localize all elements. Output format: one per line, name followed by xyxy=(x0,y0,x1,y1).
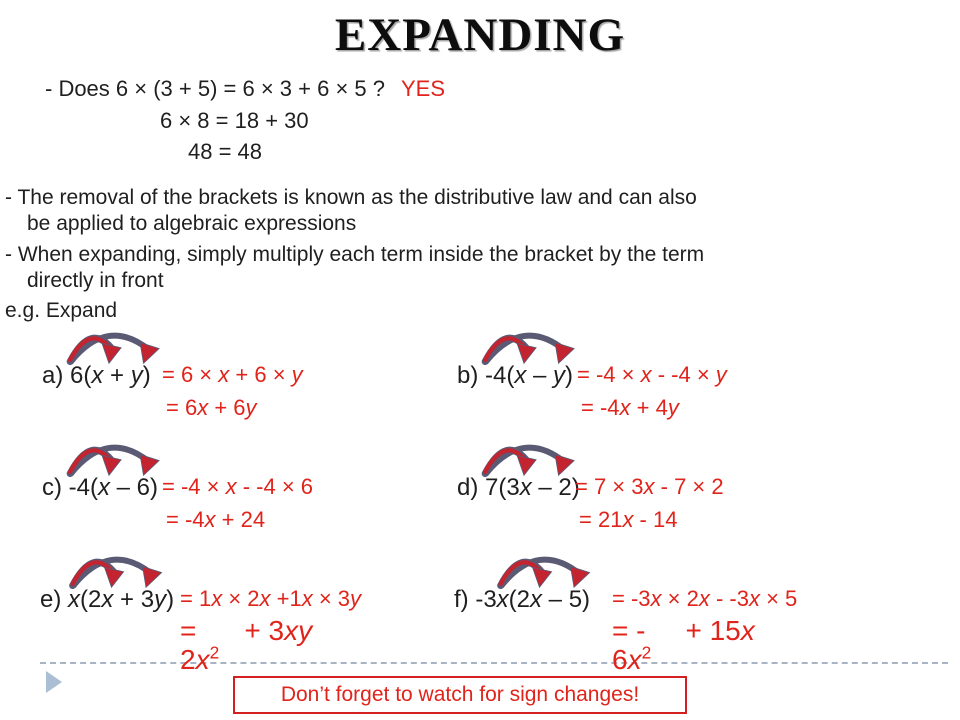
example-expression: f) -3x(2x – 5) xyxy=(454,586,591,613)
example-expression: b) -4(x – y) xyxy=(457,362,574,389)
example-step-2: = 21x - 14 xyxy=(579,507,678,532)
reminder-text: Don’t forget to watch for sign changes! xyxy=(280,683,640,706)
example-f xyxy=(454,586,798,675)
example-step-1: = 1x × 2x +1x × 3y xyxy=(180,586,362,611)
intro-step-1: 6 × 8 = 18 + 30 xyxy=(160,108,309,133)
note-line-1: - The removal of the brackets is known as the distributive law and can also xyxy=(5,186,697,209)
example-step-2 xyxy=(612,615,755,647)
example-expression: d) 7(3x – 2) xyxy=(457,474,580,501)
example-e xyxy=(40,586,362,675)
note-line-3: - When expanding, simply multiply each term inside the bracket by the term xyxy=(5,243,705,266)
intro-question-text: - Does 6 × (3 + 5) = 6 × 3 + 6 × 5 ? xyxy=(45,76,385,101)
dashed-divider xyxy=(40,662,948,664)
distribute-arrows-icon xyxy=(490,551,595,589)
example-expression: a) 6(x + y) xyxy=(42,362,151,389)
step-2-equals: = xyxy=(180,615,197,646)
example-step-3: $6x^2$ xyxy=(612,642,652,675)
reminder-box xyxy=(233,676,687,714)
example-step-3: $2x^2$ xyxy=(180,642,220,675)
example-b xyxy=(457,362,727,420)
example-step-2: = 6x + 6y xyxy=(166,395,257,420)
step-2-terms: + 15x xyxy=(685,615,755,646)
example-heading: e.g. Expand xyxy=(5,299,118,322)
example-expression: c) -4(x – 6) xyxy=(42,474,159,501)
note-line-2: be applied to algebraic expressions xyxy=(27,212,357,235)
intro-question xyxy=(45,76,445,102)
example-step-1: = -3x × 2x - -3x × 5 xyxy=(612,586,798,611)
page-title: EXPANDING xyxy=(334,9,626,61)
distribute-arrows-icon xyxy=(62,327,162,365)
example-step-1: = -4 × x - -4 × y xyxy=(577,362,727,387)
example-c xyxy=(42,474,314,532)
example-d xyxy=(457,474,724,532)
step-2-terms: + 3xy xyxy=(244,615,313,646)
example-step-2: = -4x + 4y xyxy=(581,395,679,420)
slide-bullet-arrow-icon xyxy=(46,671,62,693)
distribute-arrows-icon xyxy=(477,327,577,365)
example-a xyxy=(42,362,303,420)
example-step-1: = 6 × x + 6 × y xyxy=(162,362,303,387)
note-line-4: directly in front xyxy=(27,269,164,292)
intro-step-2: 48 = 48 xyxy=(188,139,263,164)
example-expression: e) x(2x + 3y) xyxy=(40,586,175,613)
intro-answer: YES xyxy=(401,76,446,101)
example-step-1: = -4 × x - -4 × 6 xyxy=(162,474,314,499)
distribute-arrows-icon xyxy=(477,439,577,477)
step-2-equals: = - xyxy=(612,615,646,646)
example-step-2 xyxy=(180,615,312,647)
distribute-arrows-icon xyxy=(62,551,167,589)
example-step-1: = 7 × 3x - 7 × 2 xyxy=(575,474,724,499)
example-step-2: = -4x + 24 xyxy=(166,507,266,532)
distribute-arrows-icon xyxy=(62,439,162,477)
